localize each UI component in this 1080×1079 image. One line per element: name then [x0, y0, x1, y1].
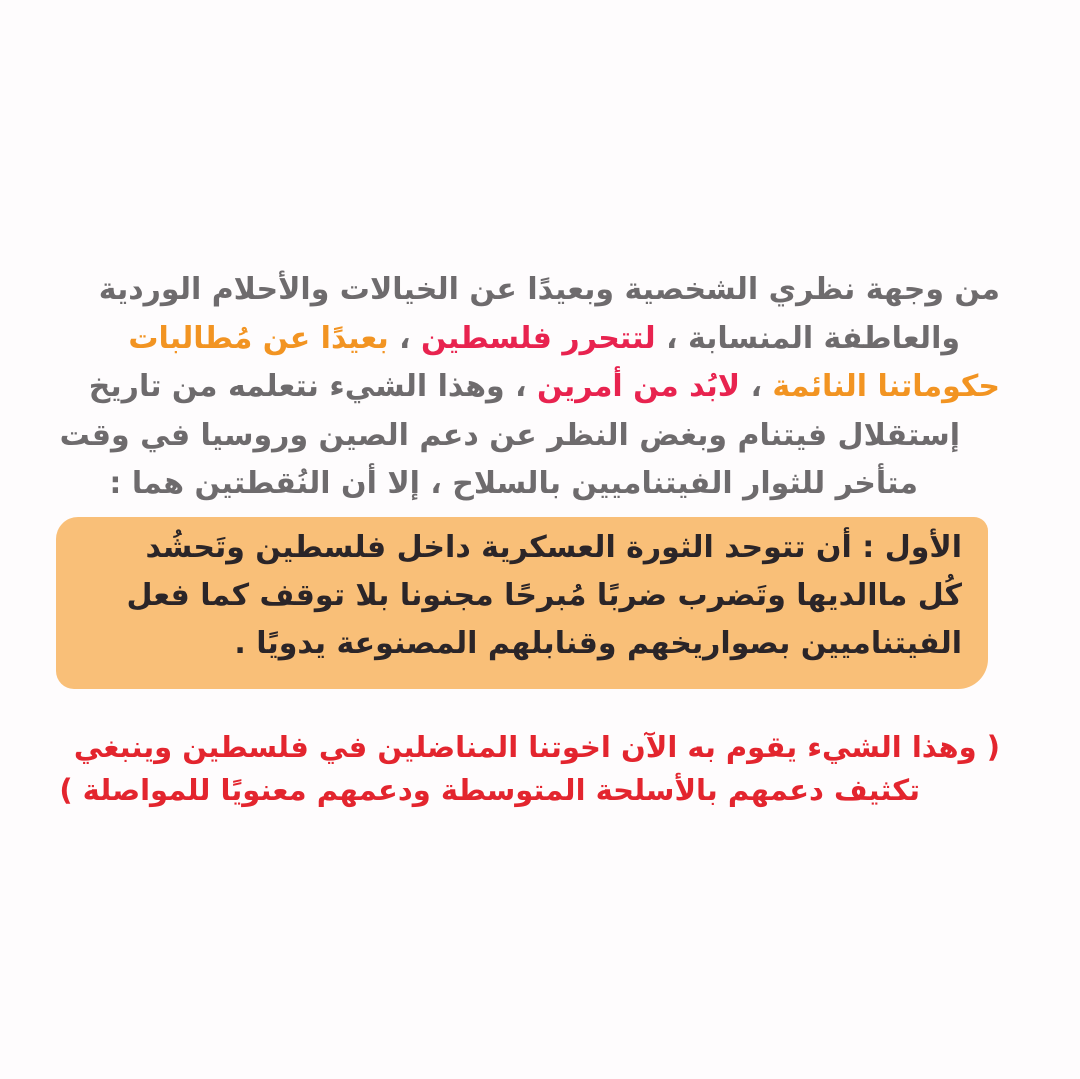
intro-line-2-text: والعاطفة المنسابة ، [655, 320, 960, 356]
point-one-line-1: الأول : أن تتوحد الثورة العسكرية داخل فلسطين وتَحشُد [145, 530, 962, 565]
intro-line-3-separator: ، [740, 369, 773, 404]
point-one-paragraph [56, 524, 962, 668]
intro-line-1: من وجهة نظري الشخصية وبعيدًا عن الخيالات والأحلام الوردية [98, 272, 1000, 307]
sleeping-governments-highlight: حكوماتنا النائمة [772, 369, 1000, 404]
away-from-demands-highlight: بعيدًا عن مُطالبات [128, 320, 389, 356]
two-things-highlight: لابُد من أمرين [536, 369, 741, 404]
intro-line-5: متأخر للثوار الفيتناميين بالسلاح ، إلا أن النُقطتين هما : [109, 466, 918, 501]
closing-note-line-1: ( وهذا الشيء يقوم به الآن اخوتنا المناضلين في فلسطين وينبغي [73, 730, 1000, 764]
point-one-line-3: الفيتناميين بصواريخهم وقنابلهم المصنوعة يدويًا . [234, 626, 962, 661]
intro-line-3 [40, 363, 1000, 412]
intro-paragraph [40, 266, 1000, 509]
intro-line-2 [40, 315, 1000, 364]
intro-line-2-separator: ، [388, 320, 422, 356]
intro-line-3-text: ، وهذا الشيء نتعلمه من تاريخ [88, 369, 537, 404]
intro-line-4: إستقلال فيتنام وبغض النظر عن دعم الصين وروسيا في وقت [59, 417, 960, 453]
point-one-line-2: كُل ماالديها وتَضرب ضربًا مُبرحًا مجنونا بلا توقف كما فعل [126, 578, 962, 613]
closing-note-line-2: تكثيف دعمهم بالأسلحة المتوسطة ودعمهم معنويًا للمواصلة ) [59, 773, 920, 807]
free-palestine-highlight: لتتحرر فلسطين [421, 320, 656, 356]
closing-note [40, 726, 1000, 812]
